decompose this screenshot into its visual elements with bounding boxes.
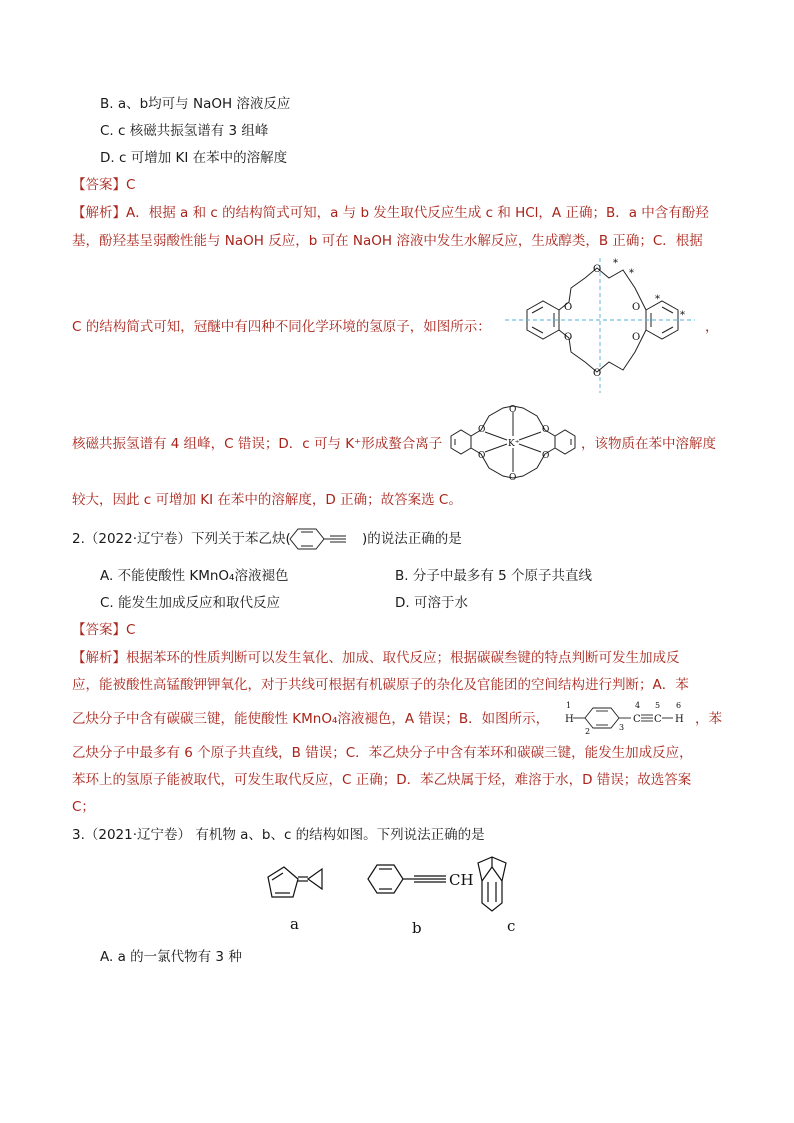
ch-group-label: CH bbox=[449, 871, 474, 889]
atom-number-label: 4 bbox=[635, 701, 641, 710]
q1-explanation-line4b: ，该物质在苯中溶解度 bbox=[581, 436, 716, 452]
h-environment-star: * bbox=[680, 310, 685, 321]
q2-explanation-line4: 乙炔分子中最多有 6 个原子共直线，B 错误；C．苯乙炔分子中含有苯环和碳碳三键，能发生加成反应， bbox=[72, 745, 693, 761]
q1-option-d: D. c 可增加 KI 在苯中的溶解度 bbox=[100, 150, 288, 166]
q3-structures-diagram bbox=[250, 855, 550, 940]
q1-answer: 【答案】C bbox=[72, 177, 136, 193]
numbered-phenylacetylene-diagram bbox=[563, 700, 693, 736]
chelate-o-label: O bbox=[509, 405, 517, 415]
q1-explanation-line1: 【解析】A．根据 a 和 c 的结构简式可知，a 与 b 发生取代反应生成 c 和 HCl，A 正确；B．a 中含有酚羟 bbox=[72, 205, 709, 221]
crown-o-label: O bbox=[632, 302, 641, 313]
chelate-o-label: O bbox=[542, 451, 550, 461]
q2-explanation-line2: 应，能被酸性高锰酸钾钾氧化，对于共线可根据有机碳原子的杂化及官能团的空间结构进行判断；A．苯 bbox=[72, 677, 689, 693]
h-environment-star: * bbox=[629, 268, 634, 279]
h-environment-star: * bbox=[613, 258, 618, 269]
phenylacetylene-structure bbox=[284, 526, 364, 552]
atom-c-label: C bbox=[633, 714, 641, 725]
q1-explanation-line5: 较大，因此 c 可增加 KI 在苯中的溶解度，D 正确；故答案选 C。 bbox=[72, 492, 462, 508]
k-chelate-ion-diagram bbox=[447, 402, 579, 482]
q3-option-a: A. a 的一氯代物有 3 种 bbox=[100, 949, 242, 965]
q2-explanation-line3a: 乙炔分子中含有碳碳三键，能使酸性 KMnO₄溶液褪色，A 错误；B．如图所示， bbox=[72, 711, 550, 727]
crown-o-label: O bbox=[593, 368, 602, 379]
h-environment-star: * bbox=[655, 294, 660, 305]
crown-o-label: O bbox=[564, 332, 573, 343]
crown-o-label: O bbox=[564, 302, 573, 313]
k-ion-label: K⁺ bbox=[508, 439, 520, 449]
atom-h-label: H bbox=[675, 714, 684, 725]
q2-option-a: A. 不能使酸性 KMnO₄溶液褪色 bbox=[100, 568, 289, 584]
crown-o-label: O bbox=[632, 332, 641, 343]
atom-number-label: 3 bbox=[619, 723, 625, 732]
chelate-o-label: O bbox=[478, 451, 486, 461]
q3-stem: 3.（2021·辽宁卷） 有机物 a、b、c 的结构如图。下列说法正确的是 bbox=[72, 827, 485, 843]
chelate-o-label: O bbox=[509, 473, 517, 483]
q2-answer: 【答案】C bbox=[72, 622, 136, 638]
q1-explanation-line4a: 核磁共振氢谱有 4 组峰，C 错误；D．c 可与 K⁺形成螯合离子 bbox=[72, 436, 443, 452]
q1-explanation-line3: C 的结构简式可知，冠醚中有四种不同化学环境的氢原子，如图所示： bbox=[72, 319, 491, 335]
crown-o-label: O bbox=[593, 264, 602, 275]
atom-c-label: C bbox=[654, 714, 662, 725]
q1-option-c: C. c 核磁共振氢谱有 3 组峰 bbox=[100, 123, 269, 139]
q2-option-b: B. 分子中最多有 5 个原子共直线 bbox=[395, 568, 593, 584]
q2-explanation-line1: 【解析】根据苯环的性质判断可以发生氧化、加成、取代反应；根据碳碳叁键的特点判断可发生加成反 bbox=[72, 650, 680, 666]
atom-h-label: H bbox=[565, 714, 574, 725]
q1-explanation-line2: 基，酚羟基呈弱酸性能与 NaOH 反应，b 可在 NaOH 溶液中发生水解反应，生成醇类，B 正确；C．根据 bbox=[72, 233, 703, 249]
q1-explanation-line3-end: ， bbox=[705, 319, 719, 335]
q1-option-b: B. a、b均可与 NaOH 溶液反应 bbox=[100, 96, 291, 112]
atom-number-label: 1 bbox=[566, 701, 572, 710]
q2-explanation-line3b: ，苯 bbox=[695, 711, 722, 727]
structure-label-a: a bbox=[290, 915, 299, 933]
q2-stem-b: )的说法正确的是 bbox=[362, 531, 462, 547]
atom-number-label: 6 bbox=[676, 701, 682, 710]
structure-label-b: b bbox=[412, 919, 422, 937]
structure-label-c: c bbox=[507, 917, 516, 935]
chelate-o-label: O bbox=[478, 425, 486, 435]
q2-explanation-line6: C； bbox=[72, 799, 95, 815]
atom-number-label: 5 bbox=[655, 701, 661, 710]
q2-stem-a: 2.（2022·辽宁卷）下列关于苯乙炔( bbox=[72, 531, 291, 547]
q2-option-c: C. 能发生加成反应和取代反应 bbox=[100, 595, 281, 611]
crown-ether-h-environment-diagram bbox=[505, 258, 700, 393]
q2-option-d: D. 可溶于水 bbox=[395, 595, 468, 611]
q2-explanation-line5: 苯环上的氢原子能被取代，可发生取代反应，C 正确；D．苯乙炔属于烃，难溶于水，D 错误；故选答案 bbox=[72, 772, 692, 788]
atom-number-label: 2 bbox=[585, 727, 591, 736]
chelate-o-label: O bbox=[542, 425, 550, 435]
